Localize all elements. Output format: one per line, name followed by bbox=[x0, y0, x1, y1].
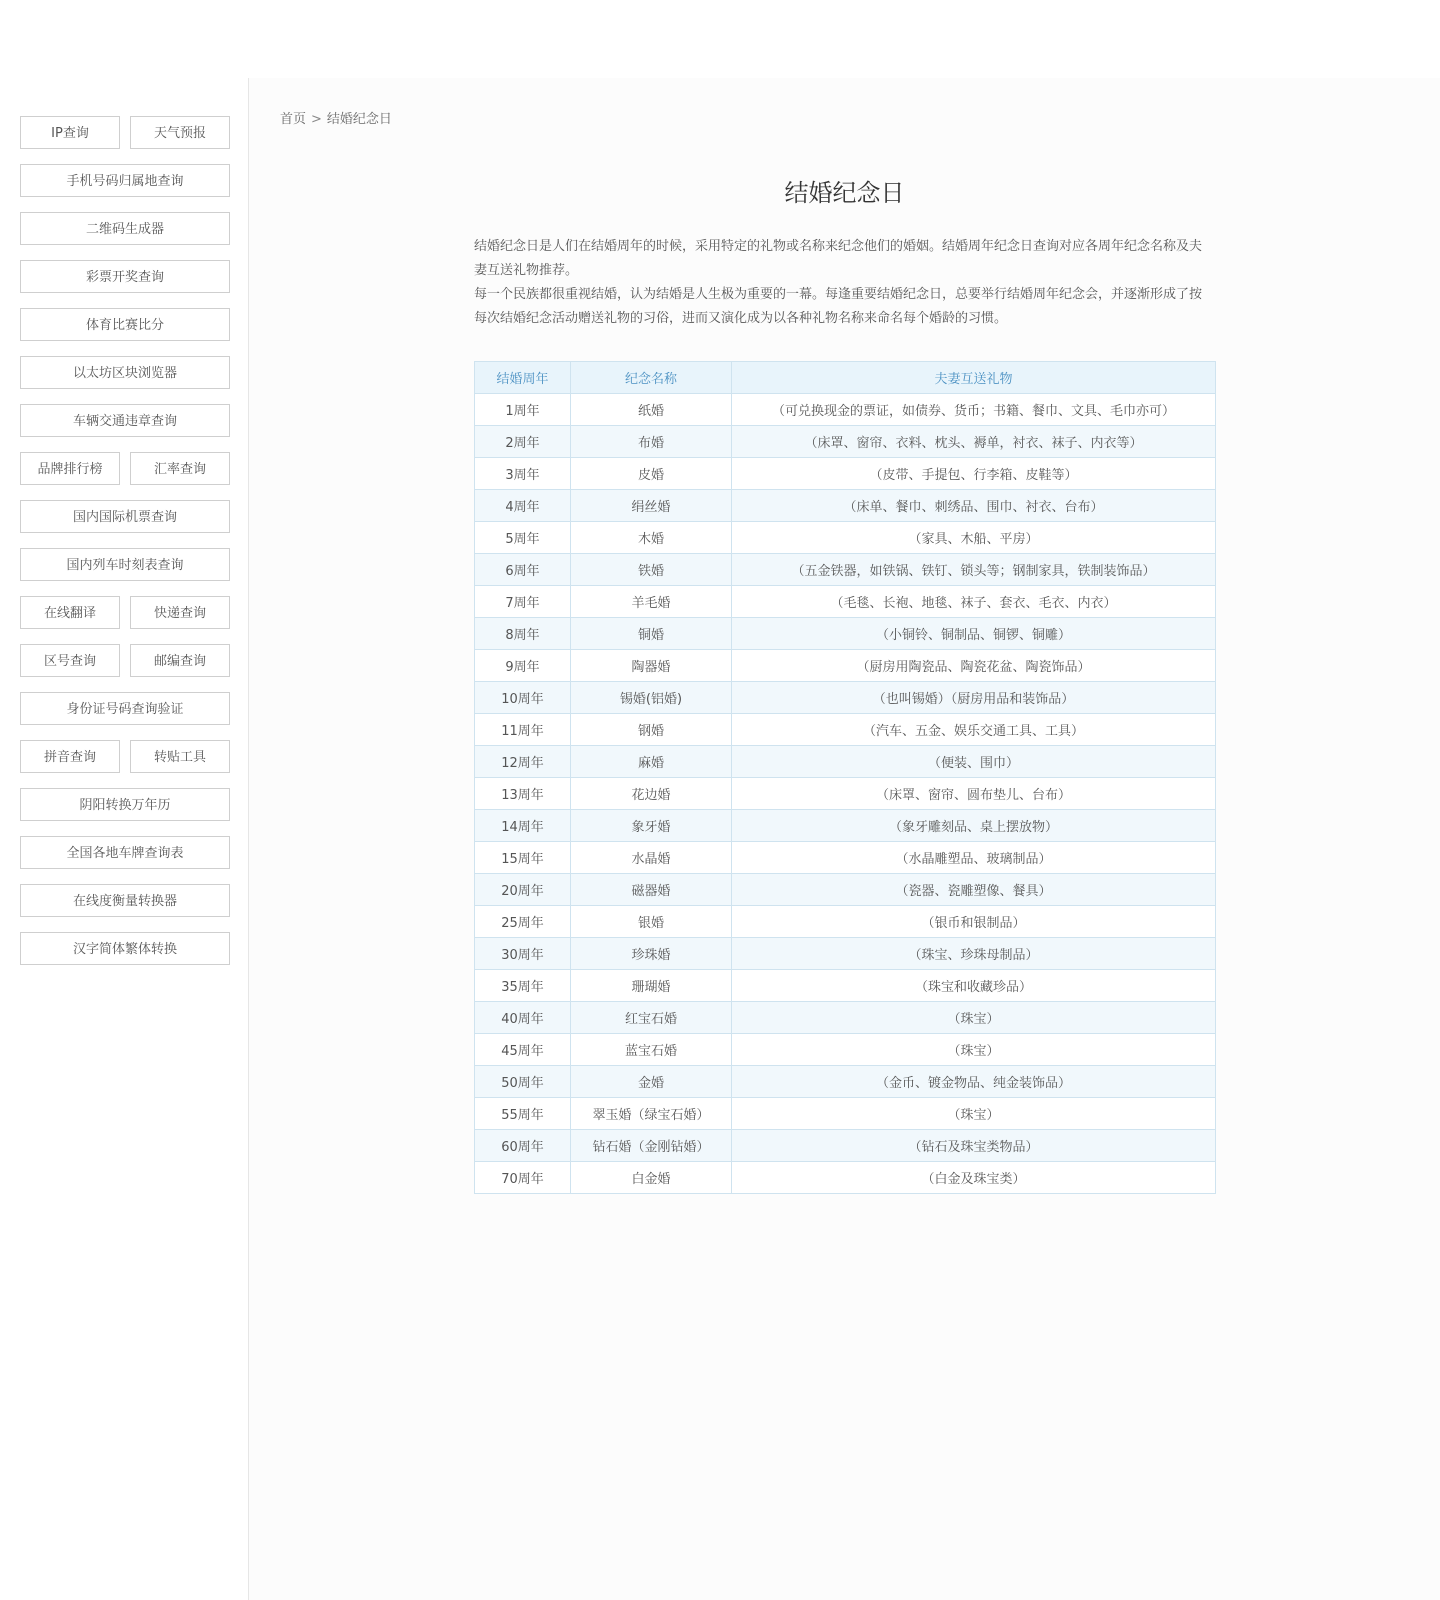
cell-anniversary-name: 磁器婚 bbox=[571, 874, 732, 906]
table-row bbox=[475, 746, 1216, 778]
cell-gift-suggestion: （小铜铃、铜制品、铜锣、铜雕） bbox=[732, 618, 1216, 650]
breadcrumb-current: 结婚纪念日 bbox=[326, 112, 392, 127]
table-row bbox=[475, 1002, 1216, 1034]
cell-gift-suggestion: （钻石及珠宝类物品） bbox=[732, 1130, 1216, 1162]
table-row bbox=[475, 906, 1216, 938]
sidebar-row bbox=[20, 452, 230, 485]
cell-anniversary-year: 70周年 bbox=[475, 1162, 571, 1194]
table-body bbox=[475, 394, 1216, 1194]
sidebar-tool-button[interactable]: 车辆交通违章查询 bbox=[20, 404, 230, 437]
cell-gift-suggestion: （水晶雕塑品、玻璃制品） bbox=[732, 842, 1216, 874]
table-row bbox=[475, 490, 1216, 522]
sidebar-row bbox=[20, 308, 230, 341]
cell-anniversary-year: 25周年 bbox=[475, 906, 571, 938]
anniversary-table bbox=[474, 361, 1216, 1194]
cell-anniversary-name: 水晶婚 bbox=[571, 842, 732, 874]
cell-anniversary-name: 红宝石婚 bbox=[571, 1002, 732, 1034]
cell-anniversary-name: 陶器婚 bbox=[571, 650, 732, 682]
cell-anniversary-name: 珍珠婚 bbox=[571, 938, 732, 970]
cell-anniversary-name: 铁婚 bbox=[571, 554, 732, 586]
cell-gift-suggestion: （象牙雕刻品、桌上摆放物） bbox=[732, 810, 1216, 842]
sidebar-tool-button[interactable]: 转贴工具 bbox=[130, 740, 230, 773]
cell-anniversary-name: 皮婚 bbox=[571, 458, 732, 490]
table-row bbox=[475, 682, 1216, 714]
table-row bbox=[475, 842, 1216, 874]
table-row bbox=[475, 1130, 1216, 1162]
cell-anniversary-year: 11周年 bbox=[475, 714, 571, 746]
sidebar-row bbox=[20, 164, 230, 197]
cell-anniversary-year: 9周年 bbox=[475, 650, 571, 682]
cell-anniversary-name: 象牙婚 bbox=[571, 810, 732, 842]
table-row bbox=[475, 394, 1216, 426]
cell-anniversary-name: 麻婚 bbox=[571, 746, 732, 778]
cell-gift-suggestion: （也叫锡婚）（厨房用品和装饰品） bbox=[732, 682, 1216, 714]
cell-gift-suggestion: （珠宝） bbox=[732, 1034, 1216, 1066]
cell-gift-suggestion: （银币和银制品） bbox=[732, 906, 1216, 938]
cell-anniversary-name: 珊瑚婚 bbox=[571, 970, 732, 1002]
breadcrumb-home-link[interactable]: 首页 bbox=[280, 112, 307, 127]
table-row bbox=[475, 1066, 1216, 1098]
table-header-row bbox=[475, 362, 1216, 394]
cell-gift-suggestion: （厨房用陶瓷品、陶瓷花盆、陶瓷饰品） bbox=[732, 650, 1216, 682]
sidebar-row bbox=[20, 404, 230, 437]
sidebar-row bbox=[20, 836, 230, 869]
cell-gift-suggestion: （珠宝） bbox=[732, 1098, 1216, 1130]
sidebar-tool-list bbox=[20, 116, 230, 980]
sidebar-tool-button[interactable]: 体育比赛比分 bbox=[20, 308, 230, 341]
intro-paragraph: 每一个民族都很重视结婚，认为结婚是人生极为重要的一幕。每逢重要结婚纪念日，总要举行结婚周年纪念会，并逐渐形成了按每次结婚纪念活动赠送礼物的习俗，进而又演化成为以各种礼物名称来命名每个婚龄的习惯。 bbox=[474, 287, 1203, 326]
cell-anniversary-year: 10周年 bbox=[475, 682, 571, 714]
cell-anniversary-year: 7周年 bbox=[475, 586, 571, 618]
sidebar-tool-button[interactable]: 快递查询 bbox=[130, 596, 230, 629]
cell-anniversary-name: 铜婚 bbox=[571, 618, 732, 650]
cell-anniversary-year: 20周年 bbox=[475, 874, 571, 906]
cell-gift-suggestion: （家具、木船、平房） bbox=[732, 522, 1216, 554]
cell-gift-suggestion: （金币、镀金物品、纯金装饰品） bbox=[732, 1066, 1216, 1098]
cell-gift-suggestion: （床单、餐巾、刺绣品、围巾、衬衣、台布） bbox=[732, 490, 1216, 522]
cell-anniversary-year: 15周年 bbox=[475, 842, 571, 874]
sidebar-tool-button[interactable]: 全国各地车牌查询表 bbox=[20, 836, 230, 869]
cell-anniversary-name: 钢婚 bbox=[571, 714, 732, 746]
main-content bbox=[249, 78, 1440, 1600]
table-row bbox=[475, 1098, 1216, 1130]
cell-anniversary-year: 2周年 bbox=[475, 426, 571, 458]
cell-anniversary-year: 30周年 bbox=[475, 938, 571, 970]
breadcrumb bbox=[280, 108, 392, 127]
sidebar-tool-button[interactable]: 汉字简体繁体转换 bbox=[20, 932, 230, 965]
cell-anniversary-name: 羊毛婚 bbox=[571, 586, 732, 618]
intro-text bbox=[474, 235, 1214, 331]
sidebar-row bbox=[20, 884, 230, 917]
cell-anniversary-year: 40周年 bbox=[475, 1002, 571, 1034]
sidebar-row bbox=[20, 788, 230, 821]
sidebar-row bbox=[20, 500, 230, 533]
sidebar-row bbox=[20, 740, 230, 773]
table-row bbox=[475, 426, 1216, 458]
cell-anniversary-year: 1周年 bbox=[475, 394, 571, 426]
sidebar-tool-button[interactable]: 品牌排行榜 bbox=[20, 452, 120, 485]
cell-gift-suggestion: （床罩、窗帘、圆布垫儿、台布） bbox=[732, 778, 1216, 810]
cell-gift-suggestion: （白金及珠宝类） bbox=[732, 1162, 1216, 1194]
sidebar-row bbox=[20, 692, 230, 725]
cell-anniversary-year: 12周年 bbox=[475, 746, 571, 778]
cell-anniversary-year: 5周年 bbox=[475, 522, 571, 554]
sidebar-tool-button[interactable]: 区号查询 bbox=[20, 644, 120, 677]
sidebar-tool-button[interactable]: 身份证号码查询验证 bbox=[20, 692, 230, 725]
cell-gift-suggestion: （便装、围巾） bbox=[732, 746, 1216, 778]
cell-anniversary-name: 钻石婚（金刚钻婚） bbox=[571, 1130, 732, 1162]
table-row bbox=[475, 874, 1216, 906]
sidebar-tool-button[interactable]: 以太坊区块浏览器 bbox=[20, 356, 230, 389]
sidebar-row bbox=[20, 356, 230, 389]
cell-anniversary-year: 13周年 bbox=[475, 778, 571, 810]
sidebar bbox=[0, 78, 249, 1600]
table-row bbox=[475, 714, 1216, 746]
cell-anniversary-year: 14周年 bbox=[475, 810, 571, 842]
cell-gift-suggestion: （瓷器、瓷雕塑像、餐具） bbox=[732, 874, 1216, 906]
sidebar-row bbox=[20, 212, 230, 245]
cell-gift-suggestion: （珠宝、珍珠母制品） bbox=[732, 938, 1216, 970]
cell-anniversary-name: 白金婚 bbox=[571, 1162, 732, 1194]
cell-anniversary-name: 绢丝婚 bbox=[571, 490, 732, 522]
cell-gift-suggestion: （汽车、五金、娱乐交通工具、工具） bbox=[732, 714, 1216, 746]
table-row bbox=[475, 778, 1216, 810]
column-header-year: 结婚周年 bbox=[475, 362, 571, 394]
cell-anniversary-name: 布婚 bbox=[571, 426, 732, 458]
sidebar-tool-button[interactable]: 在线度衡量转换器 bbox=[20, 884, 230, 917]
cell-anniversary-name: 蓝宝石婚 bbox=[571, 1034, 732, 1066]
sidebar-tool-button[interactable]: 二维码生成器 bbox=[20, 212, 230, 245]
table-row bbox=[475, 554, 1216, 586]
cell-anniversary-name: 木婚 bbox=[571, 522, 732, 554]
cell-anniversary-year: 35周年 bbox=[475, 970, 571, 1002]
cell-anniversary-name: 纸婚 bbox=[571, 394, 732, 426]
cell-gift-suggestion: （珠宝和收藏珍品） bbox=[732, 970, 1216, 1002]
cell-gift-suggestion: （可兑换现金的票证，如债券、货币；书籍、餐巾、文具、毛巾亦可） bbox=[732, 394, 1216, 426]
sidebar-tool-button[interactable]: 邮编查询 bbox=[130, 644, 230, 677]
table-row bbox=[475, 810, 1216, 842]
table-row bbox=[475, 970, 1216, 1002]
breadcrumb-separator: > bbox=[311, 112, 322, 127]
cell-gift-suggestion: （五金铁器，如铁锅、铁钉、锁头等；钢制家具，铁制装饰品） bbox=[732, 554, 1216, 586]
sidebar-row bbox=[20, 260, 230, 293]
sidebar-tool-button[interactable]: IP查询 bbox=[20, 116, 120, 149]
sidebar-tool-button[interactable]: 拼音查询 bbox=[20, 740, 120, 773]
sidebar-tool-button[interactable]: 手机号码归属地查询 bbox=[20, 164, 230, 197]
intro-paragraph: 结婚纪念日是人们在结婚周年的时候，采用特定的礼物或名称来纪念他们的婚姻。结婚周年纪念日查询对应各周年纪念名称及夫妻互送礼物推荐。 bbox=[474, 239, 1203, 278]
column-header-gifts: 夫妻互送礼物 bbox=[732, 362, 1216, 394]
cell-anniversary-year: 50周年 bbox=[475, 1066, 571, 1098]
cell-anniversary-name: 翠玉婚（绿宝石婚） bbox=[571, 1098, 732, 1130]
table-row bbox=[475, 618, 1216, 650]
cell-anniversary-year: 60周年 bbox=[475, 1130, 571, 1162]
sidebar-tool-button[interactable]: 在线翻译 bbox=[20, 596, 120, 629]
sidebar-tool-button[interactable]: 汇率查询 bbox=[130, 452, 230, 485]
sidebar-row bbox=[20, 116, 230, 149]
table-row bbox=[475, 650, 1216, 682]
table-row bbox=[475, 1162, 1216, 1194]
page-title: 结婚纪念日 bbox=[784, 179, 905, 207]
sidebar-row bbox=[20, 596, 230, 629]
sidebar-tool-button[interactable]: 国内列车时刻表查询 bbox=[20, 548, 230, 581]
sidebar-row bbox=[20, 644, 230, 677]
sidebar-tool-button[interactable]: 彩票开奖查询 bbox=[20, 260, 230, 293]
sidebar-row bbox=[20, 932, 230, 965]
cell-gift-suggestion: （珠宝） bbox=[732, 1002, 1216, 1034]
cell-anniversary-year: 8周年 bbox=[475, 618, 571, 650]
table-row bbox=[475, 458, 1216, 490]
table-row bbox=[475, 1034, 1216, 1066]
cell-anniversary-year: 6周年 bbox=[475, 554, 571, 586]
cell-anniversary-name: 锡婚(铝婚) bbox=[571, 682, 732, 714]
cell-anniversary-year: 3周年 bbox=[475, 458, 571, 490]
table-row bbox=[475, 522, 1216, 554]
sidebar-tool-button[interactable]: 阴阳转换万年历 bbox=[20, 788, 230, 821]
table-row bbox=[475, 938, 1216, 970]
cell-anniversary-name: 银婚 bbox=[571, 906, 732, 938]
cell-anniversary-year: 45周年 bbox=[475, 1034, 571, 1066]
cell-gift-suggestion: （毛毯、长袍、地毯、袜子、套衣、毛衣、内衣） bbox=[732, 586, 1216, 618]
cell-anniversary-name: 金婚 bbox=[571, 1066, 732, 1098]
sidebar-row bbox=[20, 548, 230, 581]
table-row bbox=[475, 586, 1216, 618]
sidebar-tool-button[interactable]: 天气预报 bbox=[130, 116, 230, 149]
column-header-name: 纪念名称 bbox=[571, 362, 732, 394]
cell-anniversary-year: 4周年 bbox=[475, 490, 571, 522]
cell-gift-suggestion: （床罩、窗帘、衣料、枕头、褥单，衬衣、袜子、内衣等） bbox=[732, 426, 1216, 458]
cell-anniversary-name: 花边婚 bbox=[571, 778, 732, 810]
cell-anniversary-year: 55周年 bbox=[475, 1098, 571, 1130]
sidebar-tool-button[interactable]: 国内国际机票查询 bbox=[20, 500, 230, 533]
cell-gift-suggestion: （皮带、手提包、行李箱、皮鞋等） bbox=[732, 458, 1216, 490]
